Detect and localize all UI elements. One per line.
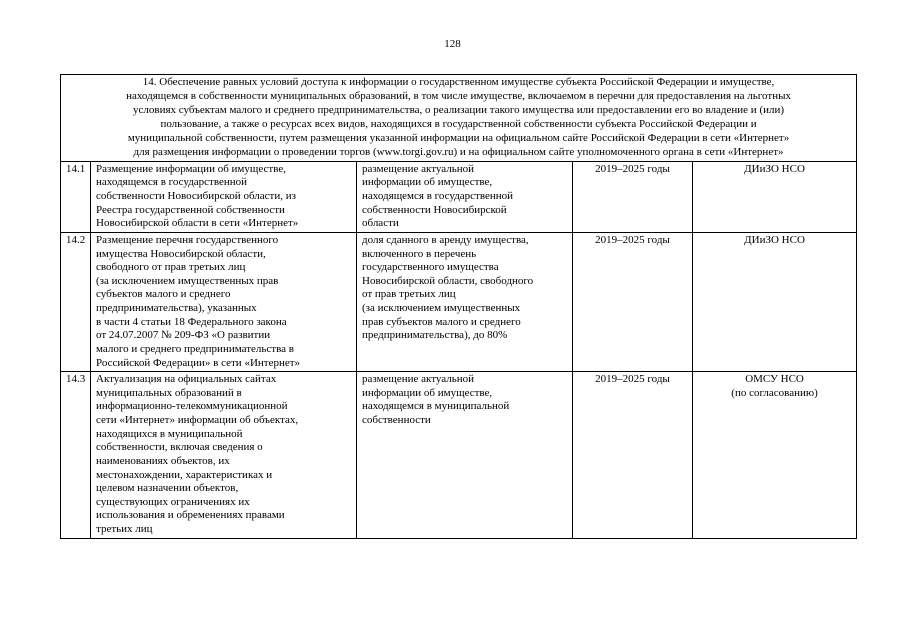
- measure-cell: [91, 161, 357, 232]
- measure-line: сети «Интернет» информации об объектах,: [96, 414, 299, 427]
- measure-line: Российской Федерации» в сети «Интернет»: [96, 356, 301, 369]
- section-header: [61, 75, 857, 162]
- measure-line: предпринимательства), указанных: [96, 302, 257, 315]
- measure-line: собственности Новосибирской области, из: [96, 190, 296, 203]
- measure-cell: [91, 372, 357, 539]
- indicator-line: включенного в перечень: [362, 247, 477, 260]
- measure-line: информационно-телекоммуникационной: [96, 400, 288, 413]
- section-header-line: находящемся в собственности муниципальных образований, в том числе имуществе, включаемом в перечни для предоставления на льготных: [126, 89, 791, 102]
- measure-line: от 24.07.2007 № 209-ФЗ «О развитии: [96, 329, 271, 342]
- section-header-row: [61, 75, 857, 162]
- indicator-cell: [357, 161, 573, 232]
- indicator-line: собственности Новосибирской: [362, 203, 507, 216]
- measure-line: существующих ограничениях их: [96, 495, 250, 508]
- measures-table: [60, 74, 857, 539]
- measure-line: использования и обременениях правами: [96, 509, 285, 522]
- measure-line: субъектов малого и среднего: [96, 288, 231, 301]
- section-header-line: 14. Обеспечение равных условий доступа к информации о государственном имуществе субъекта Российской Федерации и имуществе,: [142, 76, 775, 88]
- measure-cell: [91, 232, 357, 371]
- indicator-line: собственности: [362, 414, 431, 427]
- measure-line: Актуализация на официальных сайтах: [96, 373, 277, 386]
- indicator-line: размещение актуальной: [362, 162, 475, 175]
- section-header-line: пользование, а также о ресурсах всех видов, находящихся в государственной собственности субъекта Российской Федерации и: [160, 117, 757, 130]
- indicator-line: (за исключением имущественных: [362, 302, 521, 315]
- page-number: 128: [444, 38, 461, 50]
- indicator-line: доля сданного в аренду имущества,: [362, 233, 529, 246]
- executor-line: ДИиЗО НСО: [744, 233, 805, 246]
- executor-line: (по согласованию): [731, 386, 818, 399]
- indicator-cell: [357, 232, 573, 371]
- executor-cell: [693, 232, 857, 371]
- measure-line: находящемся в государственной: [96, 176, 248, 189]
- section-header-line: условиях субъектам малого и среднего предпринимательства, о реализации такого имущества или предоставлении его во владение и (или): [133, 103, 785, 116]
- measure-line: собственности, включая сведения о: [96, 441, 263, 454]
- indicator-line: предпринимательства), до 80%: [362, 329, 508, 342]
- indicator-line: государственного имущества: [362, 261, 499, 274]
- measure-line: в части 4 статьи 18 Федерального закона: [96, 315, 287, 328]
- period-cell: 2019–2025 годы: [573, 232, 693, 371]
- measure-line: третьих лиц: [96, 523, 153, 536]
- row-number: 14.3: [61, 372, 91, 539]
- measure-line: свободного от прав третьих лиц: [96, 261, 246, 274]
- indicator-line: от прав третьих лиц: [362, 288, 456, 301]
- indicator-cell: [357, 372, 573, 539]
- measure-line: (за исключением имущественных прав: [96, 274, 279, 287]
- indicator-line: информации об имуществе,: [362, 176, 493, 189]
- measure-line: муниципальных образований в: [96, 386, 242, 399]
- section-header-line: муниципальной собственности, путем размещения указанной информации на официальном сайте Российской Федерации в сети «Интернет»: [127, 131, 790, 144]
- executor-cell: [693, 161, 857, 232]
- indicator-line: Новосибирской области, свободного: [362, 274, 534, 287]
- indicator-line: находящемся в муниципальной: [362, 400, 510, 413]
- period-cell: 2019–2025 годы: [573, 372, 693, 539]
- row-number: 14.1: [61, 161, 91, 232]
- table-row: [61, 372, 857, 539]
- measure-line: Размещение перечня государственного: [96, 233, 279, 246]
- executor-line: ОМСУ НСО: [745, 373, 804, 386]
- table-row: [61, 161, 857, 232]
- executor-cell: [693, 372, 857, 539]
- measure-line: имущества Новосибирской области,: [96, 247, 266, 260]
- indicator-line: области: [362, 217, 399, 230]
- section-header-line: для размещения информации о проведении торгов (www.torgi.gov.ru) и на официальном сайте уполномоченного органа в сети «Интернет»: [133, 145, 784, 158]
- indicator-line: размещение актуальной: [362, 373, 475, 386]
- measure-line: Размещение информации об имуществе,: [96, 162, 286, 175]
- indicator-line: прав субъектов малого и среднего: [362, 315, 521, 328]
- measure-line: Реестра государственной собственности: [96, 203, 285, 216]
- measure-line: Новосибирской области в сети «Интернет»: [96, 217, 299, 230]
- measure-line: находящихся в муниципальной: [96, 427, 243, 440]
- period-cell: 2019–2025 годы: [573, 161, 693, 232]
- measure-line: местонахождении, характеристиках и: [96, 468, 273, 481]
- measure-line: малого и среднего предпринимательства в: [96, 342, 294, 355]
- indicator-line: находящемся в государственной: [362, 190, 514, 203]
- row-number: 14.2: [61, 232, 91, 371]
- executor-line: ДИиЗО НСО: [744, 162, 805, 175]
- measure-line: наименованиях объектов, их: [96, 454, 230, 467]
- indicator-line: информации об имуществе,: [362, 386, 493, 399]
- measure-line: целевом назначении объектов,: [96, 482, 239, 495]
- table-row: [61, 232, 857, 371]
